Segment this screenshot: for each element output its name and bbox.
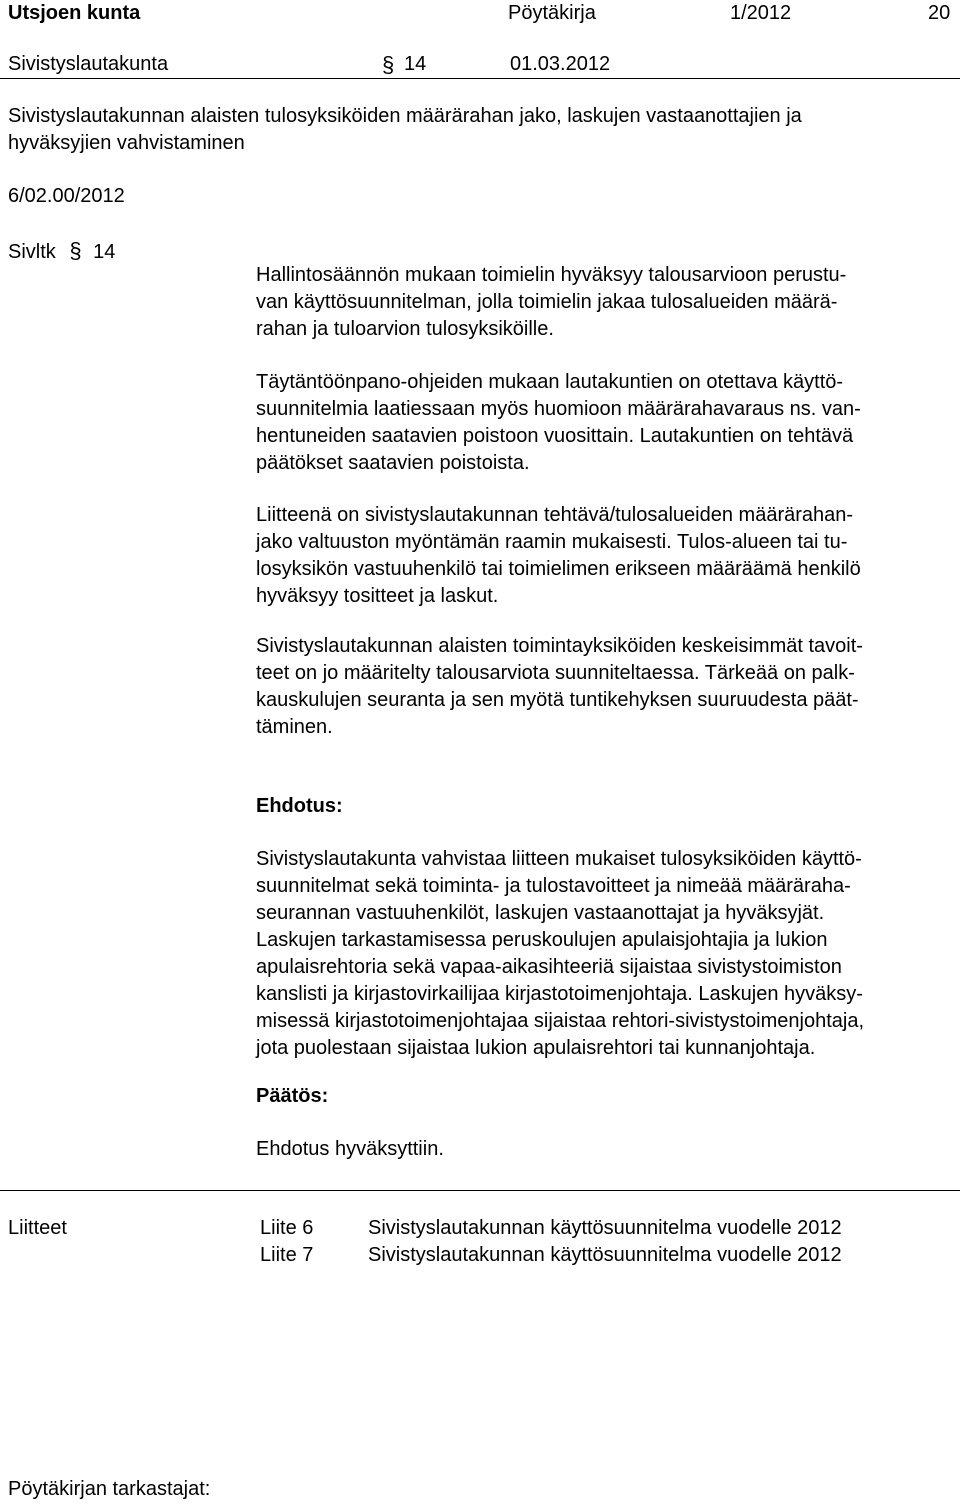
paragraph-2: Täytäntöönpano-ohjeiden mukaan lautakuntien on otettava käyttö- suunnitelmia laatiessaan myös huomioon määrärahavaraus ns. van- hentuneiden saatavien poistoon vuosittain. Lautakuntien on tehtävä päätökset saatavien poistoista.	[256, 371, 861, 474]
attachments-rule	[0, 1190, 960, 1191]
board-name: Sivistyslautakunta	[8, 53, 169, 75]
attachment-title: Sivistyslautakunnan käyttösuunnitelma vuodelle 2012	[368, 1244, 842, 1266]
page-number: 20	[928, 2, 951, 24]
document-title	[8, 103, 802, 157]
section-symbol: §	[69, 238, 82, 263]
paragraph-3: Liitteenä on sivistyslautakunnan tehtävä/tulosalueiden määrärahan- jako valtuuston myöntämän raamin mukaisesti. Tulos-alueen tai tu- losyksikön vastuuhenkilö tai toimielimen erikseen määräämä henkilö hyväksyy tositteet ja laskut.	[256, 504, 861, 607]
header-section-number: 14	[404, 53, 427, 75]
section-number: 14	[93, 241, 116, 263]
attachments-label: Liitteet	[8, 1217, 67, 1239]
document-number: 1/2012	[730, 2, 792, 24]
decision-text: Ehdotus hyväksyttiin.	[256, 1138, 444, 1160]
paragraph-1: Hallintosäännön mukaan toimielin hyväksyy talousarvioon perustu- van käyttösuunnitelman, jolla toimielin jakaa tulosalueiden määrä- rahan ja tuloarvion tulosyksiköille.	[256, 264, 847, 340]
meeting-date: 01.03.2012	[510, 53, 611, 75]
paragraph-4: Sivistyslautakunnan alaisten toimintayksiköiden keskeisimmät tavoit- teet on jo määritelty talousarviota suunniteltaessa. Tärkeää on palk- kauskulujen seuranta ja sen myötä tuntikehyksen suuruudesta päät- täminen.	[256, 635, 863, 738]
header-rule	[0, 78, 960, 79]
municipality-name: Utsjoen kunta	[8, 2, 141, 24]
proposal-text: Sivistyslautakunta vahvistaa liitteen mukaiset tulosyksiköiden käyttö- suunnitelmat sekä toiminta- ja tulostavoitteet ja nimeää määräraha- seurannan vastuuhenkilöt, laskujen vastaanottajat ja hyväksyjät. Laskujen tarkastamisessa peruskoulujen apulaisjohtajia ja lukion apulaisrehtoria sekä vapaa-aikasihteeriä sijaistaa sivistystoimiston kanslisti ja kirjastovirkailijaa kirjastotoimenjohtaja. Laskujen hyväksy- misessä kirjastotoimenjohtajaa sijaistaa rehtori-sivistystoimenjohtaja, jota puolestaan sijaistaa lukion apulaisrehtori tai kunnanjohtaja.	[256, 848, 865, 1059]
header-section-symbol: §	[382, 52, 395, 77]
attachment-id: Liite 6	[260, 1217, 314, 1239]
decision-heading: Päätös:	[256, 1085, 329, 1107]
attachment-id: Liite 7	[260, 1244, 314, 1266]
proposal-heading: Ehdotus:	[256, 795, 343, 817]
title-line: Sivistyslautakunnan alaisten tulosyksiköiden määrärahan jako, laskujen vastaanottajien ja	[8, 105, 802, 127]
title-line: hyväksyjien vahvistaminen	[8, 132, 245, 154]
attachment-title: Sivistyslautakunnan käyttösuunnitelma vuodelle 2012	[368, 1217, 842, 1239]
reference-number: 6/02.00/2012	[8, 185, 125, 207]
document-type: Pöytäkirja	[508, 2, 596, 24]
reviewers-label: Pöytäkirjan tarkastajat:	[8, 1478, 211, 1500]
section-label: Sivltk	[8, 241, 56, 263]
section-marker	[8, 237, 115, 266]
